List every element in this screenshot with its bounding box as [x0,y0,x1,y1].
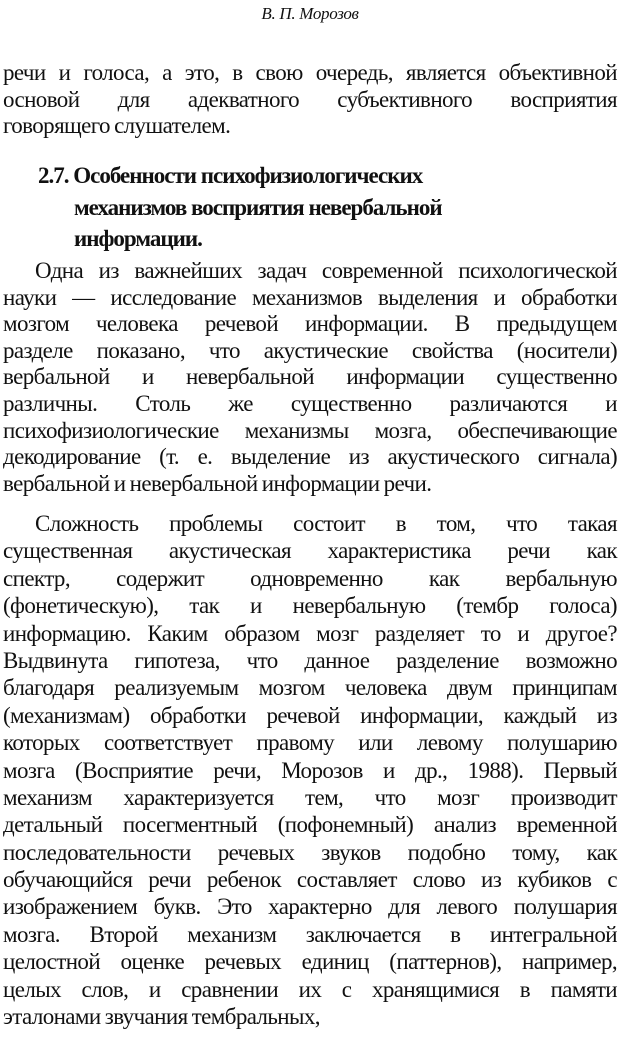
text-line: мозга (Восприятие речи, Морозов и др., 1988). Первый [3,757,617,783]
text-line: спектр, содержит одновременно как вербальную [3,565,617,591]
paragraph [3,258,617,497]
text-line: механизм характеризуется тем, что мозг производит [3,784,617,810]
text-line: мозгом человека речевой информации. В предыдущем [3,311,617,337]
text-line: последовательности речевых звуков подобно тому, как [3,839,617,865]
text-line: благодаря реализуемым мозгом человека двум принципам [3,675,617,701]
text-line: детальный посегментный (пофонемный) анализ временной [3,812,617,838]
text-line: обучающийся речи ребенок составляет слово из кубиков с [3,867,617,893]
text-line: речи и голоса, а это, в свою очередь, является объективной [3,60,617,85]
running-header: В. П. Морозов [261,4,359,23]
text-line: Одна из важнейших задач современной психологической [35,258,617,283]
text-line: декодирование (т. е. выделение из акустического сигнала) [3,444,617,470]
paragraph-continuation [3,60,617,140]
heading-line: механизмов восприятия невербальной [74,194,442,220]
text-line: (механизмам) обработки речевой информации, каждый из [3,702,617,728]
text-line: изображением букв. Это характерно для левого полушария [3,894,617,920]
text-line: различны. Столь же существенно различаются и [3,390,617,416]
text-line: психофизиологические механизмы мозга, обеспечивающие [3,417,617,443]
text-line: эталонами звучания тембральных, [3,1004,320,1030]
text-line: мозга. Второй механизм заключается в интегральной [3,921,617,947]
text-line: которых соответствует правому или левому полушарию [3,730,617,756]
text-line: основой для адекватного субъективного восприятия [3,86,617,112]
text-line: Выдвинута гипотеза, что данное разделение возможно [3,647,617,673]
text-line: Сложность проблемы состоит в том, что такая [35,511,617,536]
paragraph [3,510,617,1030]
text-line: существенная акустическая характеристика речи как [3,538,617,564]
text-line: говорящего слушателем. [3,113,231,139]
text-line: информацию. Каким образом мозг разделяет то и другое? [3,620,617,646]
text-line: (фонетическую), так и невербальную (тембр голоса) [3,593,617,619]
section-heading [38,160,442,255]
text-line: целых слов, и сравнении их с хранящимися в памяти [3,976,617,1002]
text-line: разделе показано, что акустические свойства (носители) [3,337,617,363]
text-line: целостной оценке речевых единиц (паттернов), например, [3,949,617,975]
text-line: вербальной и невербальной информации существенно [3,364,617,390]
heading-line: информации. [74,226,202,251]
heading-line: 2.7. Особенности психофизиологических [38,163,423,188]
text-line: вербальной и невербальной информации речи. [3,470,432,496]
text-line: науки — исследование механизмов выделения и обработки [3,284,617,310]
